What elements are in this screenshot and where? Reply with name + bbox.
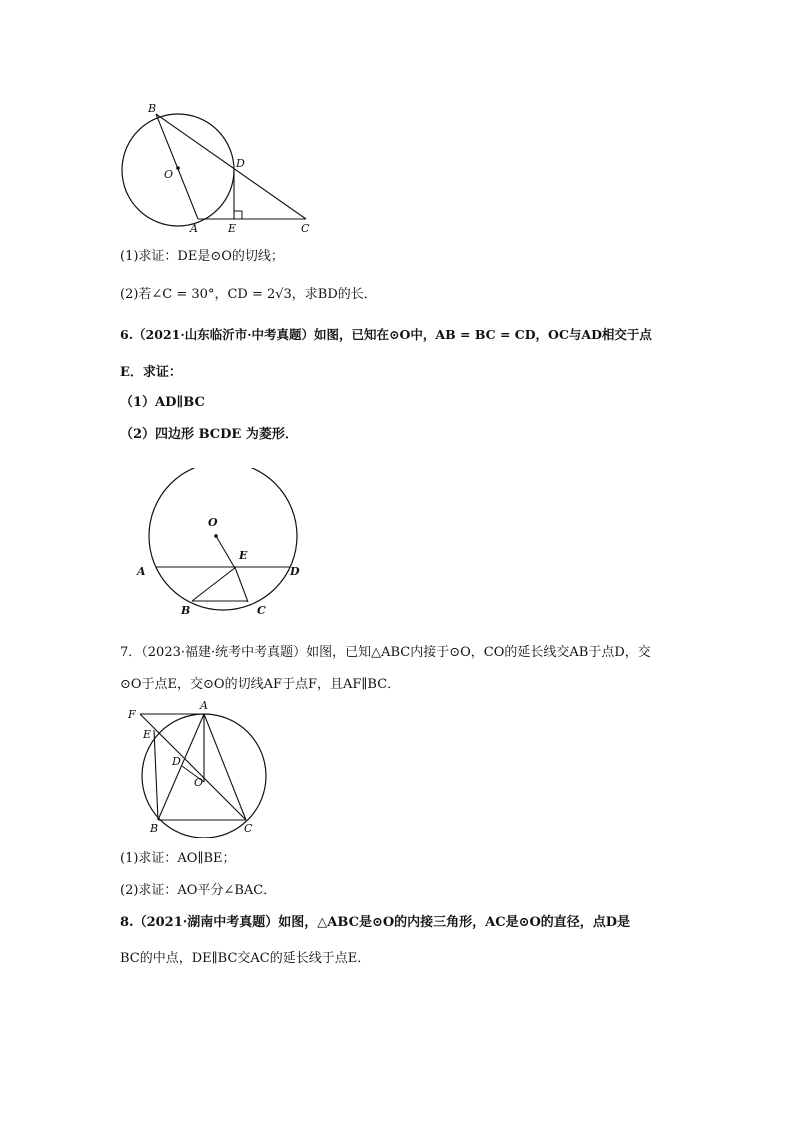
label-o: O: [208, 516, 218, 529]
label-b: B: [181, 604, 191, 617]
label-e: E: [239, 549, 248, 562]
label-d: D: [172, 755, 181, 768]
label-a: A: [190, 222, 198, 235]
label-b: B: [148, 102, 157, 115]
label-f: F: [128, 708, 136, 721]
q7-header: 7．（2023·福建·统考中考真题）如图，已知△ABC内接于⊙O，CO的延长线交AB于点D，交: [120, 645, 651, 660]
q5-part1: (1)求证：DE是⊙O的切线；: [120, 249, 284, 264]
line-ab: [158, 714, 204, 820]
label-a: A: [200, 699, 208, 712]
q6-header: 6.（2021·山东临沂市·中考真题）如图，已知在⊙O中，AB = BC = CD，OC与AD相交于点: [120, 327, 652, 342]
q5-part2: (2)若∠C = 30°，CD = 2√3，求BD的长．: [120, 287, 377, 302]
figure-circle-tangent: [110, 98, 330, 238]
label-c: C: [244, 822, 253, 835]
line-ba: [156, 114, 198, 219]
q8-header: [120, 914, 630, 932]
label-o: O: [194, 776, 204, 789]
figure-inscribed-triangle: [120, 698, 270, 838]
q6-part1: （1）AD∥BC: [120, 395, 205, 410]
label-e: E: [143, 728, 152, 741]
label-o: O: [164, 168, 174, 181]
label-c: C: [301, 222, 310, 235]
line-ec: [236, 570, 248, 602]
q7-part1: (1)求证：AO∥BE；: [120, 851, 236, 866]
q8-header-text: 8.（2021·湖南中考真题）如图，△ABC是⊙O的内接三角形，AC是⊙O的直径，点D是: [120, 915, 631, 930]
label-b: B: [150, 822, 159, 835]
line-oc: [216, 536, 236, 570]
q7-header-cont: ⊙O于点E，交⊙O的切线AF于点F，且AF∥BC．: [120, 677, 401, 692]
q7-part2: (2)求证：AO平分∠BAC．: [120, 883, 277, 898]
center-dot: [214, 534, 218, 538]
line-be: [154, 730, 158, 820]
q6-part2: （2）四边形 BCDE 为菱形．: [120, 427, 298, 442]
line-be: [192, 567, 236, 601]
q6-header-cont: E．求证：: [120, 365, 182, 380]
label-c: C: [257, 604, 266, 617]
label-d: D: [236, 157, 245, 170]
line-ac: [204, 714, 246, 820]
figure-circle-chords: [128, 468, 318, 620]
right-angle-mark: [234, 211, 242, 219]
label-d: D: [290, 565, 300, 578]
label-e: E: [228, 222, 237, 235]
label-a: A: [137, 565, 146, 578]
q8-header-cont: BC的中点，DE∥BC交AC的延长线于点E．: [120, 951, 371, 966]
circle-o: [149, 468, 297, 610]
center-dot: [176, 166, 180, 170]
